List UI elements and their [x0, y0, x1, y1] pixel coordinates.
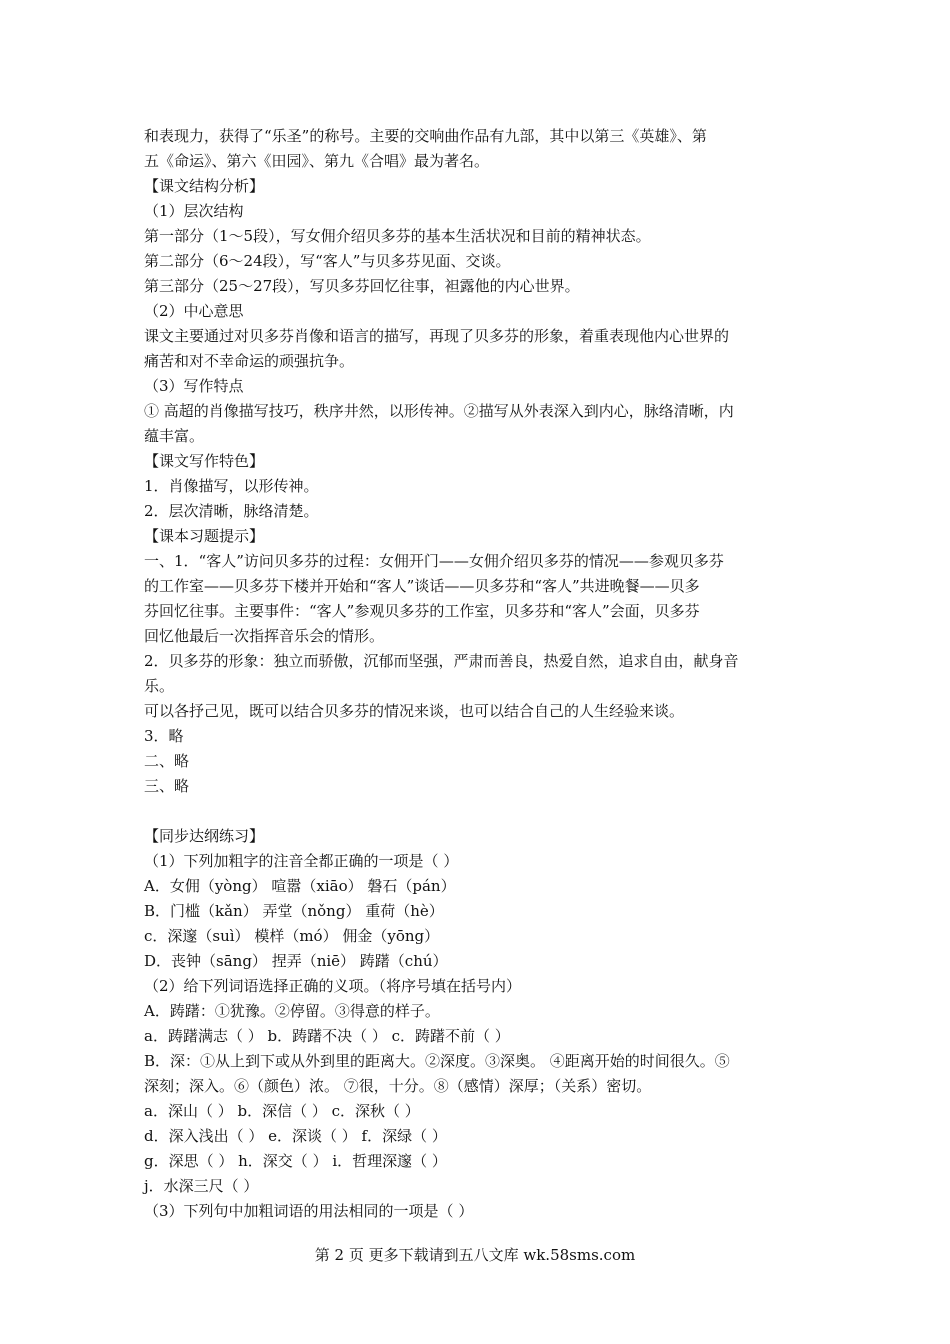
text-line: 【课本习题提示】 [144, 527, 265, 545]
text-line: （1）下列加粗字的注音全都正确的一项是（ ） [144, 852, 459, 870]
text-line: d．深入浅出（ ） e．深谈（ ） f．深绿（ ） [144, 1127, 447, 1145]
text-line: （3）下列句中加粗词语的用法相同的一项是（ ） [144, 1202, 474, 1220]
text-line: 乐。 [144, 677, 175, 695]
text-line: 【课文结构分析】 [144, 177, 265, 195]
text-line: j．水深三尺（ ） [144, 1177, 259, 1195]
text-line: 可以各抒己见，既可以结合贝多芬的情况来谈，也可以结合自己的人生经验来谈。 [144, 702, 685, 720]
text-line: 三、略 [144, 777, 190, 795]
text-line: 蕴丰富。 [144, 427, 205, 445]
text-line: 芬回忆往事。主要事件：“客人”参观贝多芬的工作室，贝多芬和“客人”会面，贝多芬 [144, 602, 700, 620]
text-line: 和表现力，获得了“乐圣”的称号。主要的交响曲作品有九部，其中以第三《英雄》、第 [144, 127, 707, 145]
text-line: A．踌躇：①犹豫。②停留。③得意的样子。 [144, 1002, 440, 1020]
blank-line [144, 799, 808, 824]
text-line: 课文主要通过对贝多芬肖像和语言的描写，再现了贝多芬的形象，着重表现他内心世界的 [144, 327, 730, 345]
text-line: g．深思（ ） h．深交（ ） i．哲理深邃（ ） [144, 1152, 447, 1170]
text-line: B．深：①从上到下或从外到里的距离大。②深度。③深奥。 ④距离开始的时间很久。⑤ [144, 1052, 730, 1070]
page-footer: 第 2 页 更多下载请到五八文库 wk.58sms.com [314, 1246, 636, 1264]
text-line: 【课文写作特色】 [144, 452, 265, 470]
text-line: A．女佣（yòng） 喧嚣（xiāo） 磐石（pán） [144, 877, 456, 895]
text-line: 1．肖像描写，以形传神。 [144, 477, 319, 495]
text-line: 痛苦和对不幸命运的顽强抗争。 [144, 352, 355, 370]
text-line: D．丧钟（sāng） 捏弄（niē） 踌躇（chú） [144, 952, 448, 970]
text-line: 二、略 [144, 752, 190, 770]
text-line: （2）给下列词语选择正确的义项。（将序号填在括号内） [144, 977, 522, 995]
text-line: ① 高超的肖像描写技巧，秩序井然，以形传神。②描写从外表深入到内心，脉络清晰，内 [144, 402, 734, 420]
text-line: 2．层次清晰，脉络清楚。 [144, 502, 319, 520]
text-line: 3．略 [144, 727, 184, 745]
text-line: 第二部分（6～24段），写“客人”与贝多芬见面、交谈。 [144, 252, 511, 270]
text-line: a．踌躇满志（ ） b．踌躇不决（ ） c．踌躇不前（ ） [144, 1027, 510, 1045]
text-line: B．门槛（kǎn） 弄堂（nǒng） 重荷（hè） [144, 902, 444, 920]
text-line: （1）层次结构 [144, 202, 244, 220]
text-line: 第一部分（1～5段），写女佣介绍贝多芬的基本生活状况和目前的精神状态。 [144, 227, 651, 245]
text-line: 一、1．“客人”访问贝多芬的过程：女佣开门——女佣介绍贝多芬的情况——参观贝多芬 [144, 552, 724, 570]
text-line: a．深山（ ） b．深信（ ） c．深秋（ ） [144, 1102, 420, 1120]
text-line: （3）写作特点 [144, 377, 244, 395]
text-line: c．深邃（suì） 模样（mó） 佣金（yōng） [144, 927, 440, 945]
page-content [144, 124, 808, 1224]
text-line: 深刻；深入。⑥（颜色）浓。 ⑦很，十分。⑧（感情）深厚；（关系）密切。 [144, 1077, 652, 1095]
text-line: 五《命运》、第六《田园》、第九《合唱》最为著名。 [144, 152, 490, 170]
text-line: 第三部分（25～27段），写贝多芬回忆往事，袒露他的内心世界。 [144, 277, 580, 295]
text-line: （2）中心意思 [144, 302, 244, 320]
text-line: 的工作室——贝多芬下楼并开始和“客人”谈话——贝多芬和“客人”共进晚餐——贝多 [144, 577, 700, 595]
text-line: 【同步达纲练习】 [144, 827, 265, 845]
text-line: 2．贝多芬的形象：独立而骄傲，沉郁而坚强，严肃而善良，热爱自然，追求自由，献身音 [144, 652, 739, 670]
text-line: 回忆他最后一次指挥音乐会的情形。 [144, 627, 385, 645]
